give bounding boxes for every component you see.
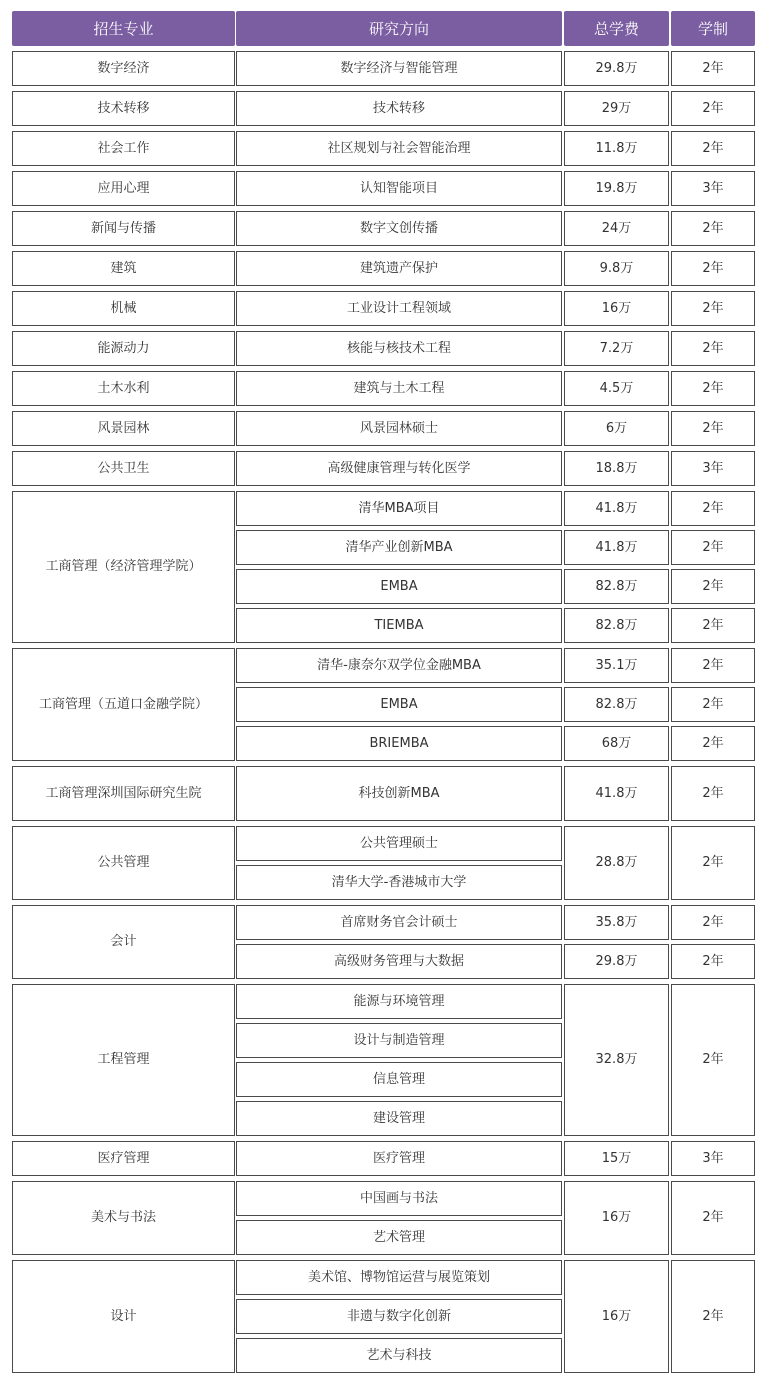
duration-cell [671, 131, 755, 166]
direction-cell-text: 建筑遗产保护 [359, 260, 438, 276]
tuition-cell-text: 18.8万 [595, 460, 638, 476]
duration-cell [671, 905, 755, 940]
direction-cell-text: 数字经济与智能管理 [340, 60, 458, 76]
duration-cell-text: 2年 [702, 300, 724, 316]
major-name-cell [12, 171, 235, 206]
duration-cell-text: 2年 [702, 953, 724, 969]
direction-cell [236, 331, 562, 366]
tuition-cell [564, 91, 669, 126]
tuition-cell-text: 41.8万 [595, 785, 638, 801]
direction-cell-text: 建筑与土木工程 [353, 380, 445, 396]
direction-cell-text: 科技创新MBA [358, 785, 440, 801]
major-name-cell-text: 公共卫生 [97, 460, 150, 476]
tuition-cell [564, 726, 669, 761]
duration-cell [671, 726, 755, 761]
duration-cell [671, 451, 755, 486]
duration-cell [671, 1260, 755, 1373]
major-name-cell-text: 数字经济 [97, 60, 150, 76]
direction-cell [236, 411, 562, 446]
duration-cell-text: 2年 [702, 1210, 724, 1225]
direction-cell [236, 944, 562, 979]
major-name-cell-text: 公共管理 [97, 855, 150, 870]
direction-cell-text: 核能与核技术工程 [346, 340, 451, 356]
major-name-cell-text: 工商管理 [45, 559, 98, 574]
direction-cell [236, 1220, 562, 1255]
major-name-cell [12, 91, 235, 126]
duration-cell-text: 2年 [702, 617, 724, 633]
major-name-cell [12, 411, 235, 446]
direction-cell [236, 51, 562, 86]
duration-cell [671, 171, 755, 206]
duration-cell [671, 51, 755, 86]
tuition-cell-text: 9.8万 [599, 260, 634, 276]
direction-cell-text: 设计与制造管理 [353, 1032, 445, 1048]
duration-cell-text: 3年 [702, 460, 724, 476]
tuition-cell [564, 984, 669, 1136]
tuition-cell-text: 29.8万 [595, 60, 638, 76]
duration-cell-text: 3年 [702, 180, 724, 196]
major-name-cell [12, 451, 235, 486]
tuition-cell [564, 411, 669, 446]
direction-cell-text: 清华-康奈尔双学位金融MBA [317, 657, 481, 673]
tuition-cell [564, 608, 669, 643]
duration-cell [671, 530, 755, 565]
tuition-cell [564, 687, 669, 722]
duration-cell [671, 371, 755, 406]
duration-cell [671, 331, 755, 366]
tuition-cell-text: 15万 [601, 1150, 632, 1166]
tuition-cell-text: 28.8万 [595, 855, 638, 870]
tuition-cell [564, 331, 669, 366]
tuition-cell-text: 35.1万 [595, 657, 638, 673]
duration-cell-text: 2年 [702, 420, 724, 436]
major-name-cell [12, 51, 235, 86]
direction-cell [236, 984, 562, 1019]
direction-cell [236, 291, 562, 326]
direction-cell-text: TIEMBA [374, 617, 424, 633]
major-name-cell [12, 648, 235, 761]
major-name-cell-text: 医疗管理 [97, 1150, 150, 1166]
direction-cell [236, 1023, 562, 1058]
tuition-cell [564, 826, 669, 900]
direction-cell [236, 251, 562, 286]
major-name-cell-text: 风景园林 [97, 420, 150, 436]
major-name-cell-text: 工商管理 [38, 696, 91, 712]
header-tuition-text: 总学费 [593, 20, 639, 38]
tuition-cell-text: 16万 [601, 300, 632, 316]
direction-cell-text: 高级健康管理与转化医学 [327, 460, 471, 476]
duration-cell [671, 491, 755, 526]
direction-cell [236, 371, 562, 406]
duration-cell-text: 2年 [702, 539, 724, 555]
tuition-cell [564, 1260, 669, 1373]
direction-cell-text: 工业设计工程领域 [346, 300, 451, 316]
duration-cell-text: 2年 [702, 220, 724, 236]
direction-cell [236, 171, 562, 206]
duration-cell-text: 2年 [702, 578, 724, 594]
duration-cell-text: 2年 [702, 1308, 724, 1324]
tuition-cell [564, 766, 669, 821]
tuition-cell-text: 29万 [601, 100, 632, 116]
direction-cell-text: 能源与环境管理 [353, 993, 445, 1009]
major-name-cell-text: 设计 [110, 1308, 137, 1324]
direction-cell-text: 认知智能项目 [359, 180, 438, 196]
major-name-cell [12, 1141, 235, 1176]
major-name-cell-text: 美术与书法 [90, 1210, 156, 1225]
header-duration-text: 学制 [697, 20, 728, 38]
duration-cell [671, 608, 755, 643]
major-name-cell-text: 工程管理 [97, 1052, 150, 1067]
direction-cell [236, 865, 562, 900]
duration-cell-text: 2年 [702, 340, 724, 356]
direction-cell-text: 清华MBA项目 [358, 500, 440, 516]
direction-cell-text: EMBA [380, 578, 418, 594]
direction-cell-text: 数字文创传播 [359, 220, 438, 236]
major-name-cell [12, 131, 235, 166]
major-name-cell-text: （五道口金融学院） [91, 696, 209, 712]
direction-cell-text: 医疗管理 [372, 1150, 425, 1166]
direction-cell [236, 1260, 562, 1295]
tuition-cell [564, 1181, 669, 1255]
major-name-cell [12, 491, 235, 643]
major-name-cell [12, 826, 235, 900]
major-name-cell [12, 984, 235, 1136]
duration-cell-text: 2年 [702, 260, 724, 276]
header-direction-text: 研究方向 [368, 20, 429, 38]
duration-cell [671, 944, 755, 979]
direction-cell [236, 131, 562, 166]
tuition-cell-text: 16万 [601, 1210, 632, 1225]
major-name-cell [12, 905, 235, 979]
tuition-cell [564, 1141, 669, 1176]
tuition-cell-text: 35.8万 [595, 914, 638, 930]
direction-cell [236, 608, 562, 643]
tuition-cell-text: 68万 [601, 735, 632, 751]
direction-cell-text: 高级财务管理与大数据 [333, 953, 464, 969]
duration-cell [671, 211, 755, 246]
direction-cell-text: 美术馆、博物馆运营与展览策划 [307, 1269, 490, 1285]
direction-cell-text: 公共管理硕士 [359, 835, 438, 851]
tuition-cell [564, 131, 669, 166]
duration-cell-text: 2年 [702, 735, 724, 751]
tuition-cell-text: 29.8万 [595, 953, 638, 969]
major-name-cell-text: 土木水利 [97, 380, 150, 396]
duration-cell [671, 1141, 755, 1176]
direction-cell [236, 687, 562, 722]
tuition-cell [564, 291, 669, 326]
tuition-cell [564, 171, 669, 206]
header-direction [236, 11, 562, 46]
duration-cell-text: 2年 [702, 696, 724, 712]
major-name-cell-text: 会计 [110, 934, 137, 949]
duration-cell-text: 2年 [702, 785, 724, 801]
header-major-text: 招生专业 [93, 20, 154, 38]
direction-cell [236, 648, 562, 683]
direction-cell [236, 1338, 562, 1373]
duration-cell-text: 2年 [702, 1052, 724, 1067]
duration-cell-text: 2年 [702, 140, 724, 156]
tuition-cell [564, 451, 669, 486]
direction-cell-text: BRIEMBA [369, 735, 429, 751]
direction-cell-text: 风景园林硕士 [359, 420, 438, 436]
duration-cell [671, 251, 755, 286]
direction-cell-text: 艺术管理 [372, 1229, 425, 1245]
major-name-cell [12, 766, 235, 821]
header-major [12, 11, 235, 46]
header-tuition [564, 11, 669, 46]
direction-cell-text: 清华产业创新MBA [345, 539, 453, 555]
major-name-cell [12, 291, 235, 326]
tuition-cell-text: 19.8万 [595, 180, 638, 196]
direction-cell [236, 91, 562, 126]
major-name-cell [12, 211, 235, 246]
major-name-cell-text: （经济管理学院） [97, 559, 202, 574]
direction-cell-text: 艺术与科技 [366, 1347, 432, 1363]
tuition-cell [564, 371, 669, 406]
tuition-cell [564, 905, 669, 940]
duration-cell [671, 1181, 755, 1255]
direction-cell-text: 建设管理 [372, 1110, 425, 1126]
tuition-cell-text: 7.2万 [599, 340, 634, 356]
direction-cell [236, 530, 562, 565]
duration-cell [671, 411, 755, 446]
direction-cell [236, 1141, 562, 1176]
direction-cell [236, 211, 562, 246]
duration-cell [671, 984, 755, 1136]
duration-cell [671, 569, 755, 604]
tuition-cell-text: 24万 [601, 220, 632, 236]
major-name-cell-text: 新闻与传播 [90, 220, 156, 236]
major-name-cell-text: 社会工作 [97, 140, 150, 156]
tuition-cell [564, 51, 669, 86]
direction-cell [236, 491, 562, 526]
direction-cell [236, 766, 562, 821]
direction-cell-text: 技术转移 [372, 100, 425, 116]
header-duration [671, 11, 755, 46]
tuition-cell [564, 251, 669, 286]
duration-cell-text: 2年 [702, 100, 724, 116]
direction-cell [236, 726, 562, 761]
duration-cell [671, 648, 755, 683]
direction-cell-text: 清华大学-香港城市大学 [331, 874, 467, 890]
major-name-cell [12, 1260, 235, 1373]
direction-cell [236, 1299, 562, 1334]
duration-cell [671, 291, 755, 326]
tuition-cell-text: 4.5万 [599, 380, 634, 396]
direction-cell [236, 826, 562, 861]
tuition-cell-text: 41.8万 [595, 500, 638, 516]
tuition-cell [564, 491, 669, 526]
direction-cell-text: 中国画与书法 [359, 1190, 438, 1206]
direction-cell-text: 首席财务官会计硕士 [340, 914, 458, 930]
direction-cell-text: 非遗与数字化创新 [346, 1308, 451, 1324]
major-name-cell-text: 技术转移 [97, 100, 150, 116]
duration-cell [671, 687, 755, 722]
tuition-cell-text: 32.8万 [595, 1052, 638, 1067]
major-name-cell-text: 机械 [110, 300, 137, 316]
major-name-cell-text: 建筑 [110, 260, 137, 276]
tuition-cell [564, 211, 669, 246]
tuition-cell [564, 648, 669, 683]
duration-cell-text: 2年 [702, 855, 724, 870]
major-name-cell [12, 331, 235, 366]
major-name-cell [12, 251, 235, 286]
duration-cell-text: 2年 [702, 657, 724, 673]
duration-cell-text: 2年 [702, 380, 724, 396]
tuition-cell-text: 82.8万 [595, 617, 638, 633]
duration-cell [671, 826, 755, 900]
duration-cell-text: 3年 [702, 1150, 724, 1166]
major-name-cell-text: 应用心理 [97, 180, 150, 196]
direction-cell [236, 905, 562, 940]
duration-cell-text: 2年 [702, 914, 724, 930]
tuition-cell-text: 6万 [605, 420, 628, 436]
major-name-cell-text: 能源动力 [97, 340, 150, 356]
duration-cell-text: 2年 [702, 60, 724, 76]
direction-cell [236, 569, 562, 604]
tuition-cell-text: 82.8万 [595, 696, 638, 712]
tuition-cell [564, 569, 669, 604]
major-name-cell-text: 深圳国际研究生院 [97, 785, 202, 801]
direction-cell-text: 社区规划与社会智能治理 [327, 140, 471, 156]
duration-cell [671, 91, 755, 126]
duration-cell-text: 2年 [702, 500, 724, 516]
tuition-cell-text: 41.8万 [595, 539, 638, 555]
direction-cell [236, 451, 562, 486]
direction-cell [236, 1181, 562, 1216]
tuition-cell-text: 82.8万 [595, 578, 638, 594]
tuition-cell [564, 944, 669, 979]
tuition-cell [564, 530, 669, 565]
direction-cell [236, 1101, 562, 1136]
direction-cell-text: 信息管理 [372, 1071, 425, 1087]
duration-cell [671, 766, 755, 821]
tuition-cell-text: 16万 [601, 1308, 632, 1324]
major-name-cell-text: 工商管理 [45, 785, 98, 801]
tuition-cell-text: 11.8万 [595, 140, 638, 156]
major-name-cell [12, 371, 235, 406]
direction-cell-text: EMBA [380, 696, 418, 712]
direction-cell [236, 1062, 562, 1097]
major-name-cell [12, 1181, 235, 1255]
